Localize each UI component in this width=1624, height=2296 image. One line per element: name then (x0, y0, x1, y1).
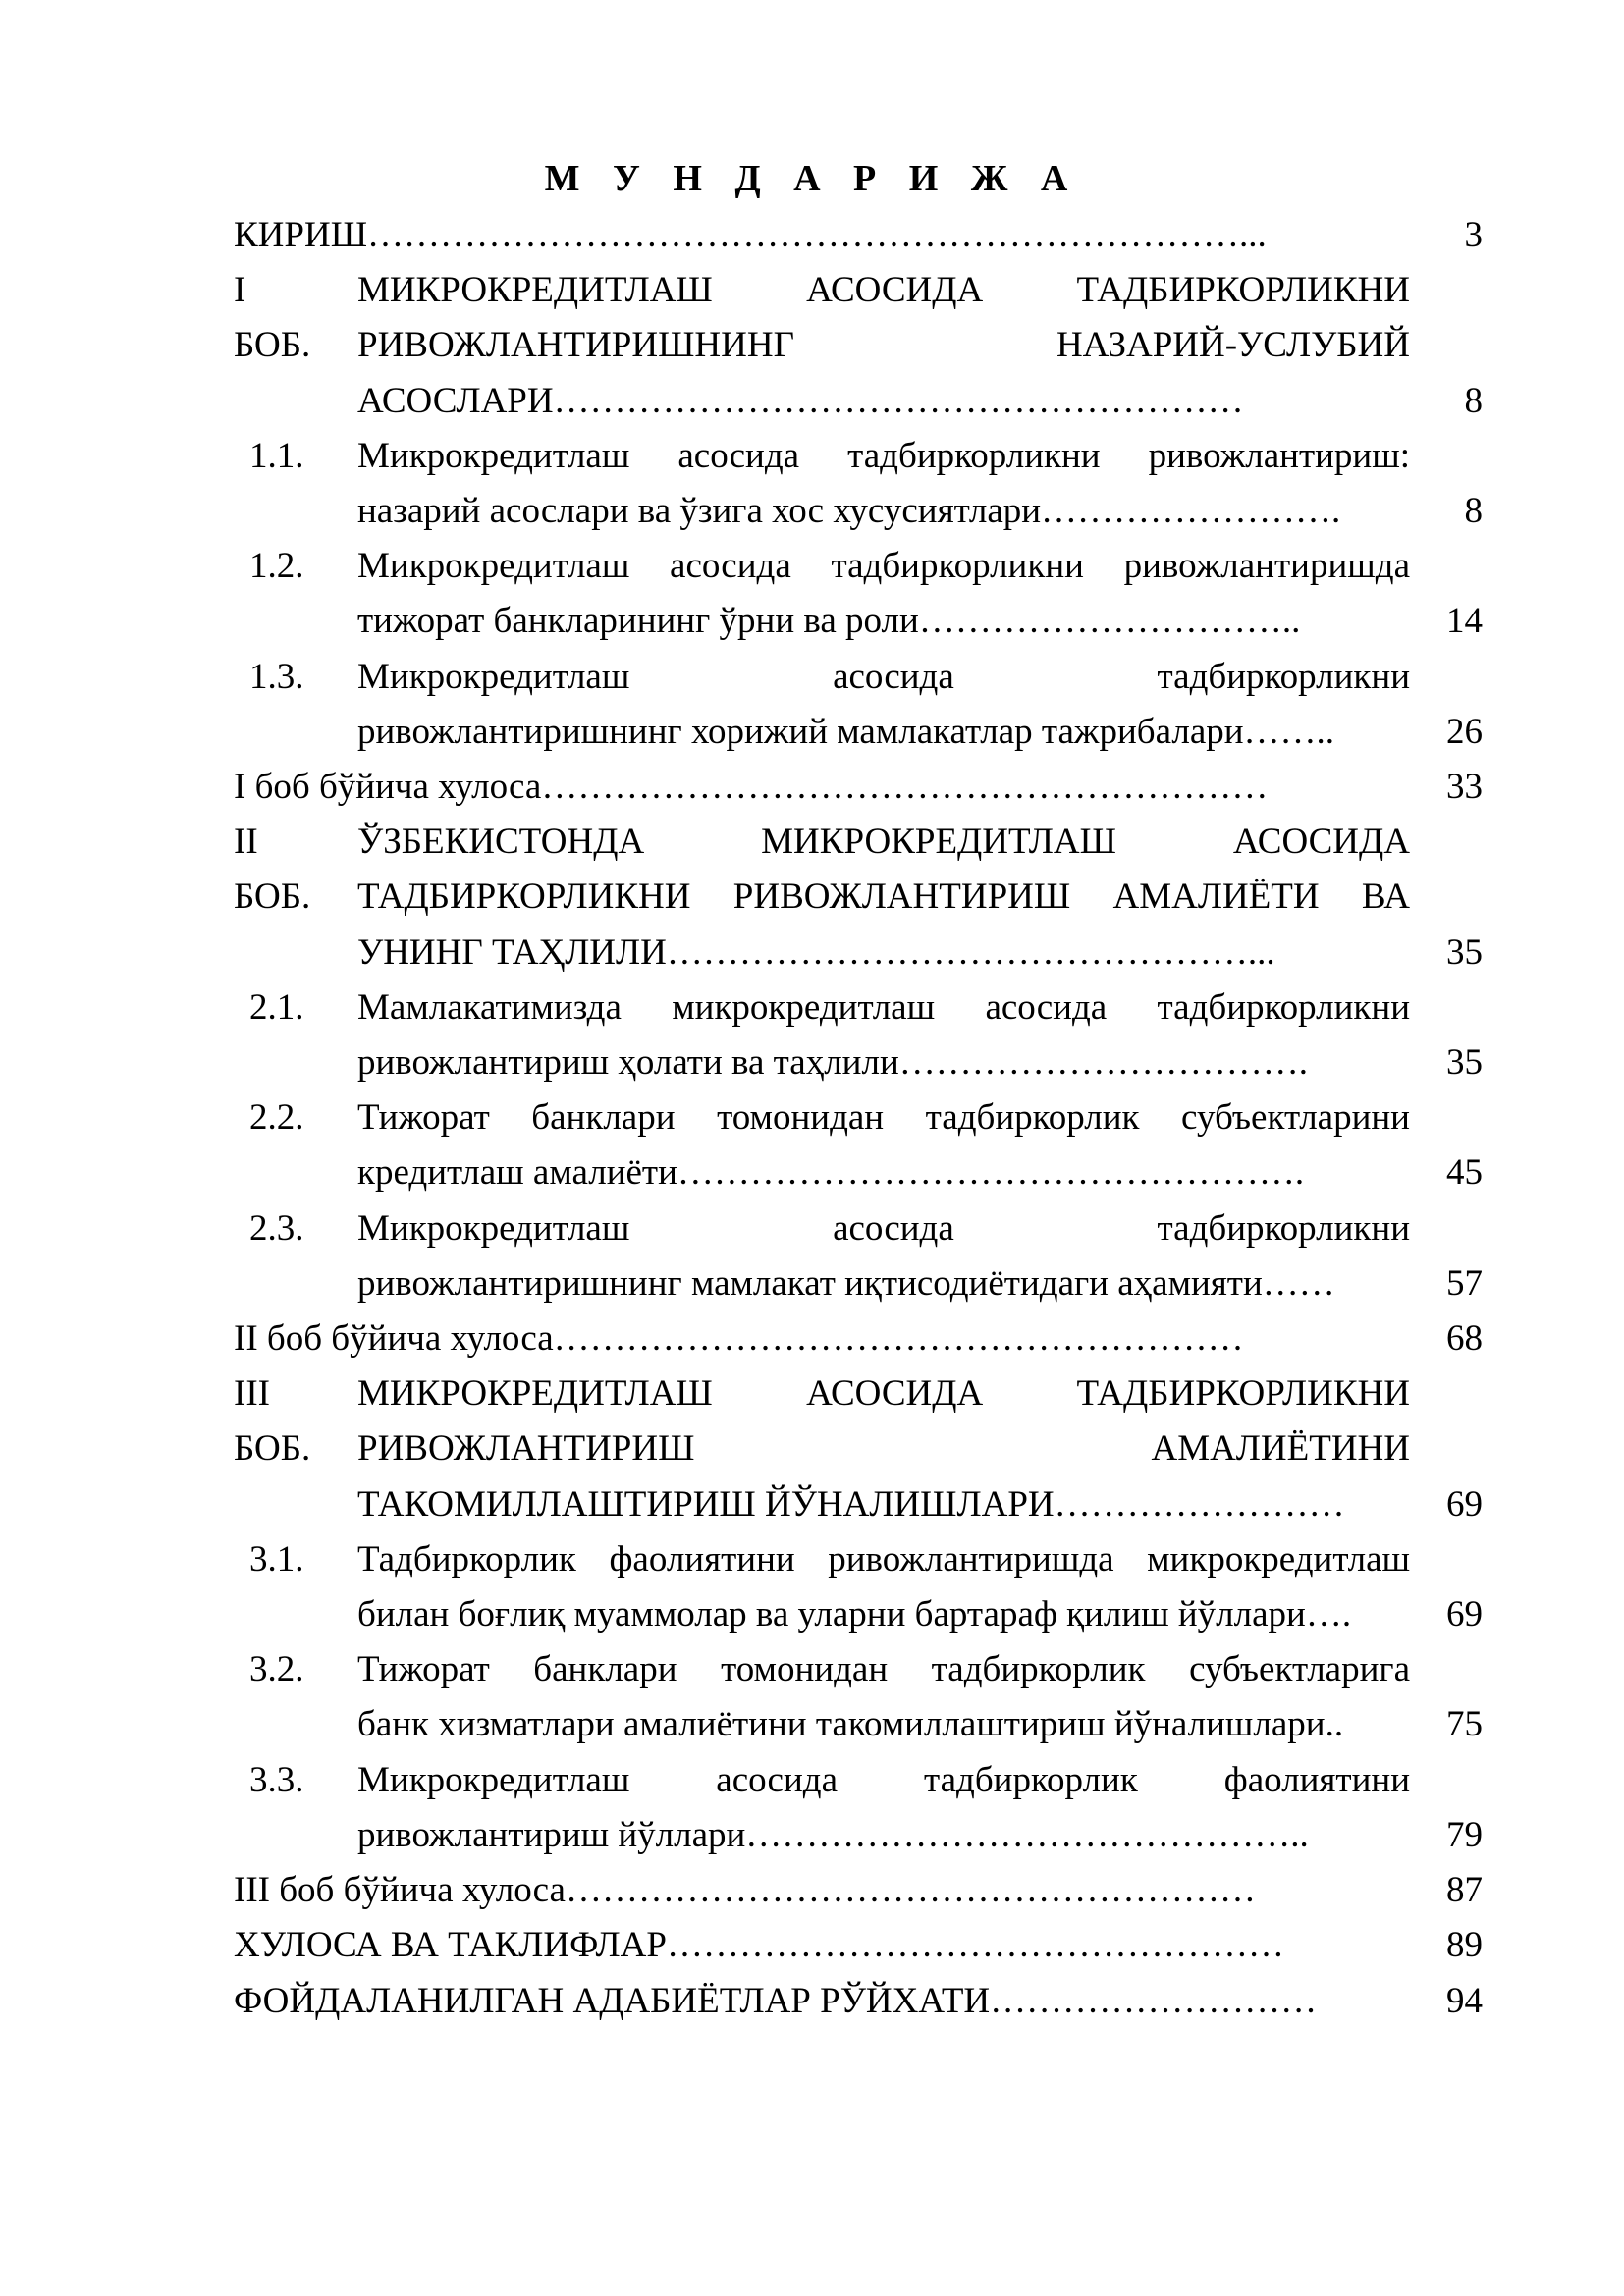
toc-entry-line: тижорат банкларининг ўрни ва роли………………………….. (357, 601, 1301, 642)
toc-page-number: 87 (1446, 1870, 1483, 1911)
chapter-label: БОБ. (234, 325, 311, 366)
toc-page-number: 35 (1446, 1042, 1483, 1084)
section-number: 3.1. (249, 1538, 304, 1579)
toc-entry-text: III боб бўйича хулоса………………………………………………… (234, 1870, 1256, 1911)
toc-page-number: 79 (1446, 1814, 1483, 1855)
chapter-label: БОБ. (234, 1428, 311, 1469)
section-number: 3.3. (249, 1759, 304, 1800)
toc-entry-text: ФОЙДАЛАНИЛГАН АДАБИЁТЛАР РЎЙХАТИ……………………… (234, 1980, 1318, 2021)
toc-page-number: 8 (1464, 491, 1483, 532)
toc-entry-line: ривожлантиришнинг хорижий мамлакатлар тажрибалари…….. (357, 711, 1335, 752)
toc-entry-line: ривожлантиришнинг мамлакат иқтисодиётидаги аҳамияти…… (357, 1262, 1335, 1304)
toc-entry-line: АСОСЛАРИ………………………………………………… (357, 380, 1244, 421)
toc-page-number: 8 (1464, 380, 1483, 421)
chapter-number: I (234, 270, 246, 311)
toc-entry-line: Тижорат банклари томонидан тадбиркорлик субъектларини (357, 1097, 1410, 1139)
toc-entry-section-2-3[interactable] (234, 1201, 1483, 1311)
toc-entry-section-3-3[interactable] (234, 1753, 1483, 1863)
toc-entry-line: РИВОЖЛАНТИРИШ АМАЛИЁТИНИ (357, 1428, 1410, 1469)
toc-entry-line: РИВОЖЛАНТИРИШНИНГ НАЗАРИЙ-УСЛУБИЙ (357, 325, 1410, 366)
section-number: 3.2. (249, 1649, 304, 1690)
toc-entry-line: кредитлаш амалиёти……………………………………………. (357, 1152, 1305, 1194)
section-number: 1.1. (249, 435, 304, 476)
table-of-contents (234, 208, 1483, 2029)
toc-entry-line: ТАКОМИЛЛАШТИРИШ ЙЎНАЛИШЛАРИ…………………… (357, 1483, 1345, 1524)
section-number: 2.2. (249, 1097, 304, 1139)
toc-entry-line: МИКРОКРЕДИТЛАШ АСОСИДА ТАДБИРКОРЛИКНИ (357, 270, 1410, 311)
section-number: 2.3. (249, 1207, 304, 1249)
toc-entry-chapter-1[interactable] (234, 263, 1483, 429)
toc-entry-text: I боб бўйича хулоса…………………………………………………… (234, 767, 1269, 808)
toc-entry-chapter-3[interactable] (234, 1366, 1483, 1532)
toc-entry-line: ривожлантириш ҳолати ва таҳлили……………………………. (357, 1042, 1308, 1084)
page-title: М У Н Д А Р И Ж А (544, 158, 1080, 199)
chapter-number: II (234, 822, 258, 863)
toc-entry-line: ривожлантириш йўллари……………………………………….. (357, 1814, 1309, 1855)
toc-entry-text: ХУЛОСА ВА ТАКЛИФЛАР…………………………………………… (234, 1925, 1284, 1966)
toc-entry-line: МИКРОКРЕДИТЛАШ АСОСИДА ТАДБИРКОРЛИКНИ (357, 1373, 1410, 1415)
toc-entry-chapter-2-conclusion[interactable] (234, 1311, 1483, 1366)
chapter-number: III (234, 1373, 270, 1415)
toc-entry-line: Микрокредитлаш асосида тадбиркорликни (357, 1207, 1410, 1249)
toc-entry-chapter-1-conclusion[interactable] (234, 760, 1483, 815)
toc-entry-section-1-2[interactable] (234, 539, 1483, 649)
toc-entry-references[interactable] (234, 1974, 1483, 2029)
toc-entry-section-3-2[interactable] (234, 1642, 1483, 1752)
toc-entry-line: ТАДБИРКОРЛИКНИ РИВОЖЛАНТИРИШ АМАЛИЁТИ ВА (357, 877, 1410, 918)
section-number: 1.3. (249, 656, 304, 697)
toc-entry-line: Мамлакатимизда микрокредитлаш асосида тадбиркорликни (357, 987, 1410, 1028)
toc-entry-text: II боб бўйича хулоса………………………………………………… (234, 1318, 1244, 1360)
toc-page-number: 45 (1446, 1152, 1483, 1194)
toc-page-number: 26 (1446, 711, 1483, 752)
chapter-label: БОБ. (234, 877, 311, 918)
toc-entry-chapter-3-conclusion[interactable] (234, 1863, 1483, 1918)
toc-page-number: 33 (1446, 767, 1483, 808)
toc-entry-conclusions[interactable] (234, 1918, 1483, 1973)
toc-entry-line: билан боғлиқ муаммолар ва уларни бартараф қилиш йўллари…. (357, 1594, 1352, 1635)
toc-page-number: 89 (1446, 1925, 1483, 1966)
toc-entry-line: Микрокредитлаш асосида тадбиркорликни ривожлантириш: (357, 435, 1410, 476)
toc-page-number: 35 (1446, 932, 1483, 973)
toc-entry-line: назарий асослари ва ўзига хос хусусиятлари……………………. (357, 491, 1341, 532)
section-number: 1.2. (249, 546, 304, 587)
toc-entry-line: Тижорат банклари томонидан тадбиркорлик субъектларига (357, 1649, 1410, 1690)
toc-page-number: 75 (1446, 1704, 1483, 1745)
toc-page-number: 68 (1446, 1318, 1483, 1360)
toc-entry-line: Микрокредитлаш асосида тадбиркорлик фаолиятини (357, 1759, 1410, 1800)
toc-page-number: 69 (1446, 1483, 1483, 1524)
toc-entry-text: КИРИШ………………………………………………………………... (234, 215, 1267, 255)
toc-entry-chapter-2[interactable] (234, 815, 1483, 981)
toc-page-number: 57 (1446, 1262, 1483, 1304)
toc-entry-line: УНИНГ ТАҲЛИЛИ…………………………………………... (357, 932, 1275, 973)
toc-entry-line: ЎЗБЕКИСТОНДА МИКРОКРЕДИТЛАШ АСОСИДА (357, 822, 1410, 863)
toc-entry-section-2-2[interactable] (234, 1091, 1483, 1201)
toc-entry-line: банк хизматлари амалиётини такомиллаштириш йўналишлари.. (357, 1704, 1344, 1745)
toc-page-number: 69 (1446, 1594, 1483, 1635)
toc-entry-section-3-1[interactable] (234, 1532, 1483, 1642)
toc-entry-section-1-3[interactable] (234, 650, 1483, 760)
toc-entry-line: Микрокредитлаш асосида тадбиркорликни ривожлантиришда (357, 546, 1410, 587)
toc-page-number: 14 (1446, 601, 1483, 642)
toc-page-number: 94 (1446, 1980, 1483, 2021)
toc-entry-line: Микрокредитлаш асосида тадбиркорликни (357, 656, 1410, 697)
toc-entry-section-2-1[interactable] (234, 981, 1483, 1091)
section-number: 2.1. (249, 987, 304, 1028)
toc-entry-line: Тадбиркорлик фаолиятини ривожлантиришда микрокредитлаш (357, 1538, 1410, 1579)
toc-entry-intro[interactable] (234, 208, 1483, 263)
toc-page-number: 3 (1464, 215, 1483, 255)
toc-entry-section-1-1[interactable] (234, 429, 1483, 539)
